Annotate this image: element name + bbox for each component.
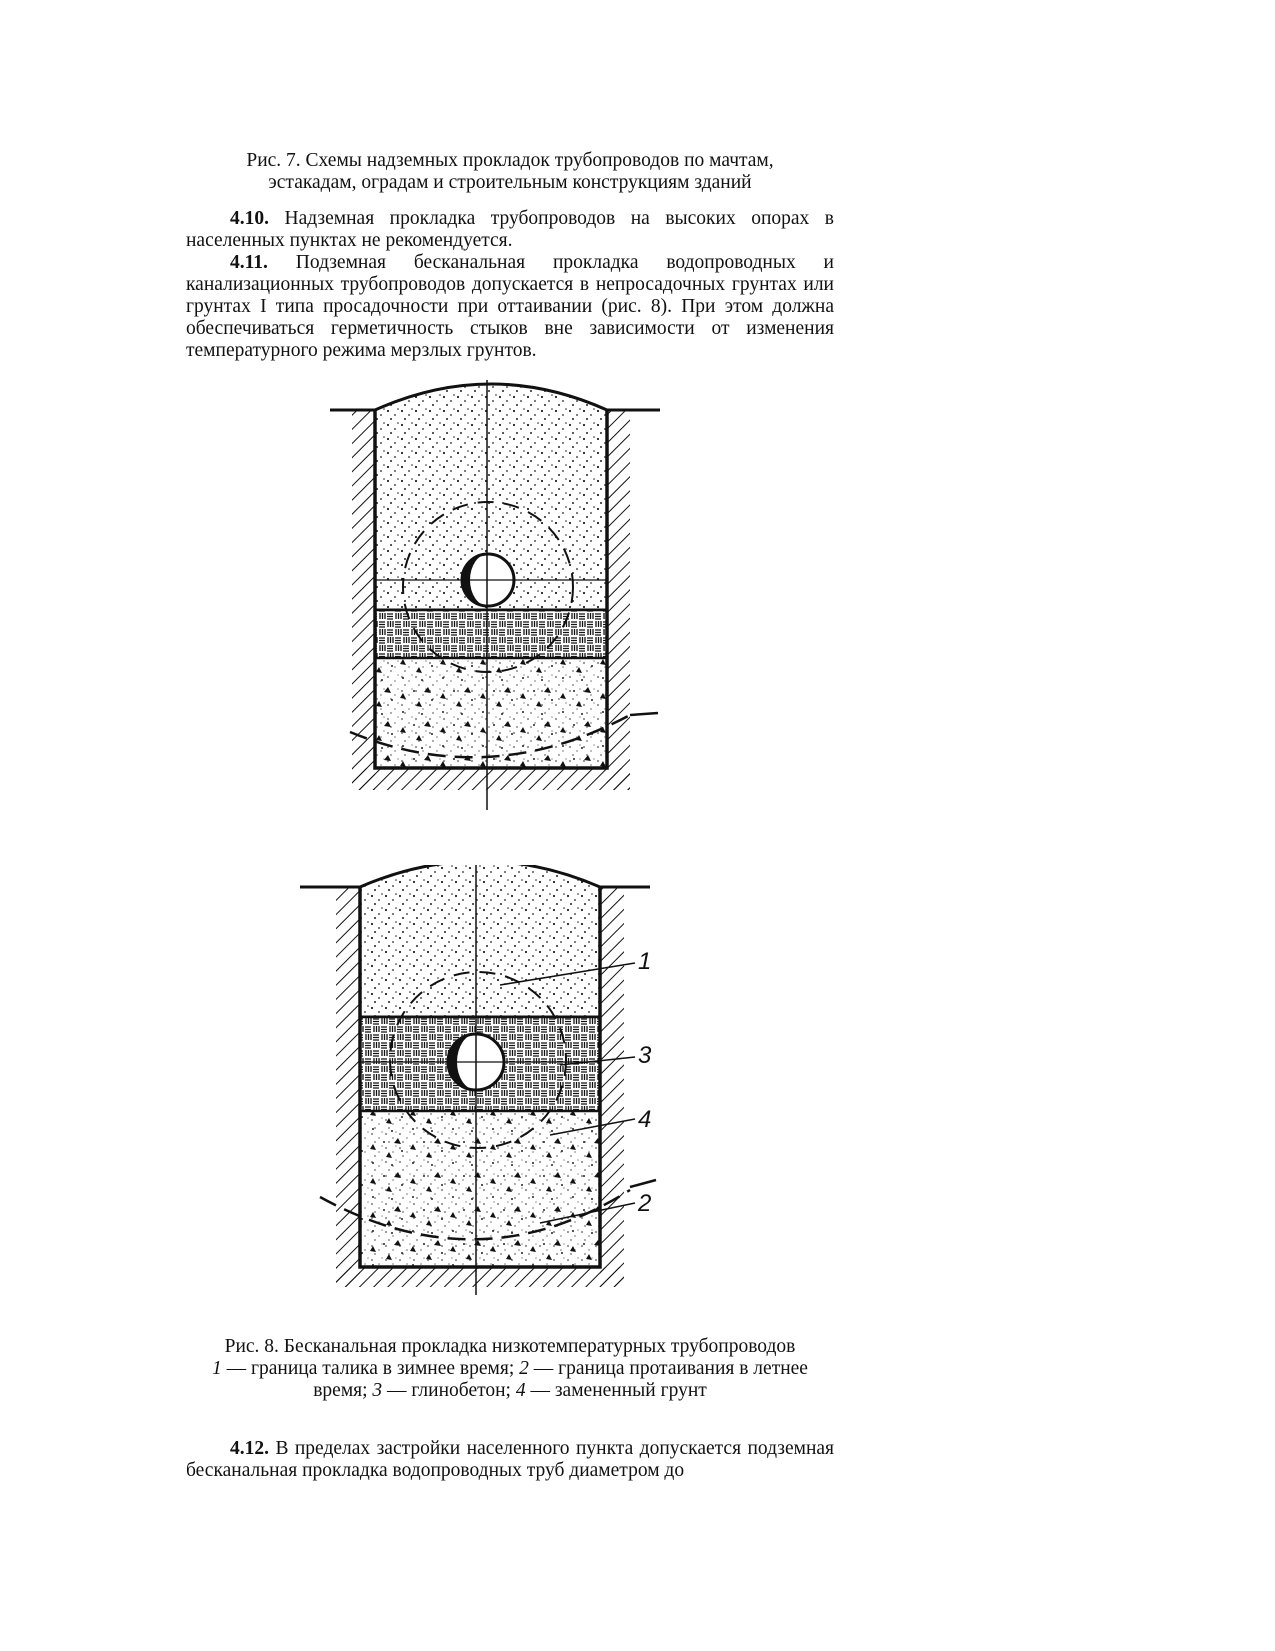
fig7-caption-line1: Рис. 7. Схемы надземных прокладок трубопроводов по мачтам, — [246, 150, 774, 171]
fig8-caption-title: Рис. 8. Бесканальная прокладка низкотемпературных трубопроводов — [224, 1336, 796, 1357]
paragraph-number: 4.11. — [230, 252, 268, 273]
fig8-drawing-bottom — [300, 865, 690, 1295]
paragraph-number: 4.12. — [230, 1438, 269, 1459]
paragraph-4-12 — [186, 1438, 834, 1482]
paragraph-4-10 — [186, 208, 834, 252]
paragraph-text: В пределах застройки населенного пункта допускается подземная бесканальная прокладка водопроводных труб диаметром до — [186, 1438, 835, 1481]
paragraph-number: 4.10. — [230, 208, 269, 229]
fig7-caption — [186, 150, 834, 194]
fig8-label-1: 1 — [638, 948, 652, 975]
paragraph-4-11 — [186, 252, 834, 362]
fig7-caption-line2: эстакадам, оградам и строительным конструкциям зданий — [268, 172, 752, 193]
fig8-label-3: 3 — [638, 1042, 652, 1069]
fig8-caption — [186, 1336, 834, 1402]
fig8-caption-legend: 1 — граница талика в зимнее время; 2 — граница протаивания в летнее время; 3 — глинобетон; 4 — замененный грунт — [212, 1358, 808, 1401]
fig8-label-4: 4 — [638, 1106, 652, 1133]
fig8-label-2: 2 — [638, 1190, 652, 1217]
paragraph-text: Подземная бесканальная прокладка водопроводных и канализационных трубопроводов допускается в непросадочных грунтах или грунтах I типа просадочности при оттаивании (рис. 8). При этом должна обеспечиваться герметичность стыков вне зависимости от изменения температурного режима мерзлых грунтов. — [186, 252, 834, 361]
paragraph-text: Надземная прокладка трубопроводов на высоких опорах в населенных пунктах не рекомендуется. — [186, 208, 835, 251]
fig8-drawing-top — [330, 380, 690, 850]
